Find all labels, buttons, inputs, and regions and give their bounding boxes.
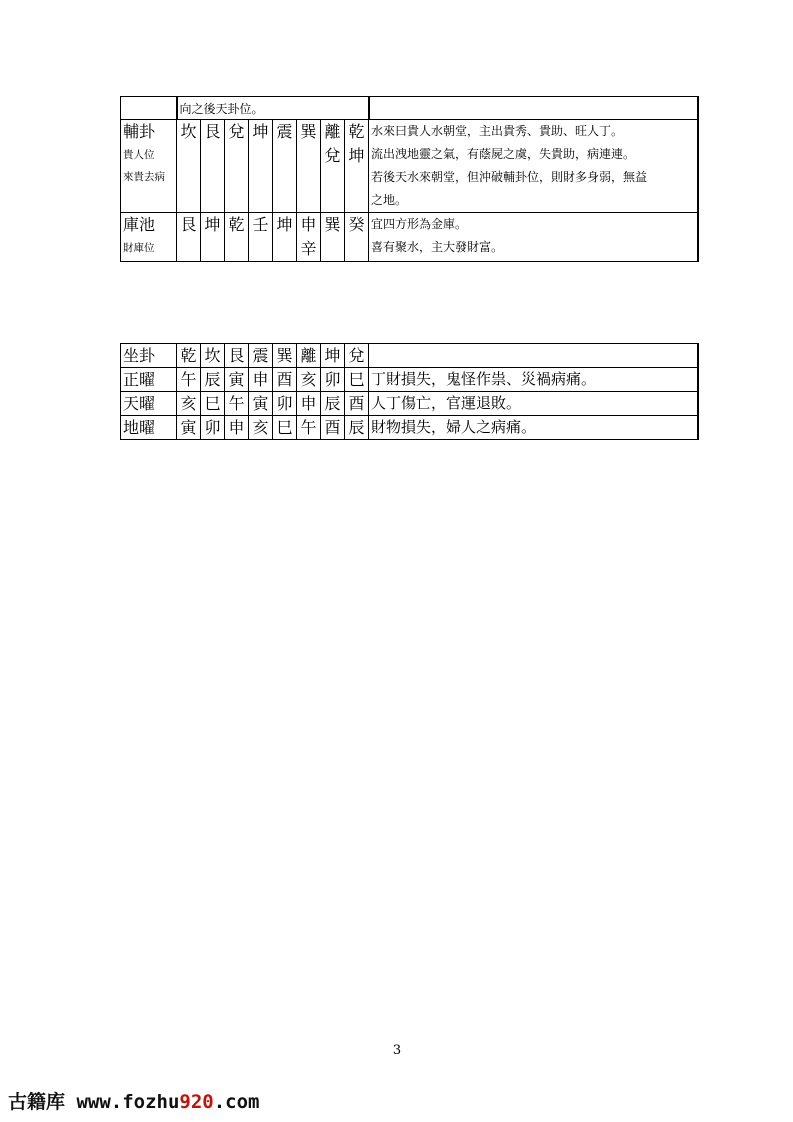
gua-cell: [297, 213, 321, 262]
table-row: [121, 416, 698, 440]
feng-shui-table-2: [120, 343, 699, 440]
gua-character: 申: [300, 215, 317, 234]
gua-character: 兌: [324, 146, 341, 165]
gua-character: 乾: [348, 122, 365, 141]
note-line: 喜有聚水，主大發財富。: [371, 240, 504, 254]
row-label: 地曜: [121, 416, 177, 440]
note-line: 之地。: [371, 193, 408, 207]
table1-corner-cell: [121, 97, 177, 120]
branch-cell: 亥: [297, 368, 321, 392]
page-number: 3: [392, 1043, 402, 1058]
row-label: 正曜: [121, 368, 177, 392]
row-label-main: 輔卦: [123, 122, 156, 141]
gua-character: 巽: [324, 215, 341, 234]
gua-character: 癸: [348, 215, 365, 234]
branch-cell: 亥: [249, 416, 273, 440]
branch-cell: 午: [177, 368, 201, 392]
note-line: 若後天水來朝堂，但沖破輔卦位，則財多身弱，無益: [371, 170, 648, 184]
gua-cell: [273, 120, 297, 213]
header-gua: 坤: [321, 344, 345, 368]
watermark: [8, 1087, 259, 1114]
note-line: 宜四方形為金庫。: [371, 217, 468, 231]
branch-cell: 亥: [177, 392, 201, 416]
gua-character: 兌: [228, 122, 245, 141]
header-gua: 坎: [201, 344, 225, 368]
gua-character: 艮: [204, 122, 221, 141]
branch-cell: 卯: [201, 416, 225, 440]
branch-cell: 酉: [321, 416, 345, 440]
gua-character: 離: [324, 122, 341, 141]
gua-cell: [345, 213, 369, 262]
gua-cell: [177, 120, 201, 213]
direction-text: 向之後天卦位。: [179, 102, 264, 116]
header-gua: 震: [249, 344, 273, 368]
gua-character: 巽: [300, 122, 317, 141]
branch-cell: 巳: [345, 368, 369, 392]
branch-cell: 巳: [273, 416, 297, 440]
header-gua: 離: [297, 344, 321, 368]
header-blank: [369, 344, 698, 368]
branch-cell: 申: [297, 392, 321, 416]
row-description: 財物損失，婦人之病痛。: [369, 416, 698, 440]
branch-cell: 卯: [321, 368, 345, 392]
note-line: 水來曰貴人水朝堂，主出貴秀、貴助、旺人丁。: [371, 124, 624, 138]
branch-cell: 巳: [201, 392, 225, 416]
branch-cell: 寅: [249, 392, 273, 416]
header-gua: 乾: [177, 344, 201, 368]
branch-cell: 午: [225, 392, 249, 416]
gua-cell: [273, 213, 297, 262]
branch-cell: 申: [249, 368, 273, 392]
branch-cell: 午: [297, 416, 321, 440]
gua-cell: [321, 213, 345, 262]
table1-header-blank: [369, 97, 698, 120]
table-header-row: [121, 344, 698, 368]
header-gua: 艮: [225, 344, 249, 368]
watermark-number: 920: [179, 1091, 214, 1113]
table-row: [121, 368, 698, 392]
row-description: 丁財損失，鬼怪作祟、災禍病痛。: [369, 368, 698, 392]
row-description: 人丁傷亡，官運退敗。: [369, 392, 698, 416]
gua-cell: [321, 120, 345, 213]
header-gua: 兌: [345, 344, 369, 368]
row-label-cell: [121, 213, 177, 262]
feng-shui-table-1: [120, 96, 699, 262]
branch-cell: 辰: [345, 416, 369, 440]
row-label-sub: 財庫位: [123, 242, 155, 254]
gua-character: 震: [276, 122, 293, 141]
gua-character: 坤: [252, 122, 269, 141]
gua-cell: [225, 120, 249, 213]
branch-cell: 辰: [321, 392, 345, 416]
gua-character: 艮: [180, 215, 197, 234]
gua-character: 坤: [348, 146, 365, 165]
notes-cell: [369, 213, 698, 262]
gua-cell: [345, 120, 369, 213]
branch-cell: 卯: [273, 392, 297, 416]
row-label: 天曜: [121, 392, 177, 416]
watermark-suffix: .com: [213, 1091, 260, 1113]
notes-cell: [369, 120, 698, 213]
row-label-sub: 貴人位: [123, 149, 155, 161]
gua-character: 壬: [252, 215, 269, 234]
table-row: [121, 120, 698, 213]
gua-cell: [225, 213, 249, 262]
gua-cell: [201, 213, 225, 262]
gua-character: 乾: [228, 215, 245, 234]
branch-cell: 辰: [201, 368, 225, 392]
branch-cell: 酉: [345, 392, 369, 416]
gua-character: 坎: [180, 122, 197, 141]
branch-cell: 申: [225, 416, 249, 440]
gua-cell: [249, 213, 273, 262]
row-label-cell: [121, 120, 177, 213]
gua-character: 坤: [204, 215, 221, 234]
gua-cell: [249, 120, 273, 213]
gua-cell: [177, 213, 201, 262]
row-label-main: 庫池: [123, 215, 156, 234]
watermark-prefix: 古籍库 www.fozhu: [8, 1091, 180, 1113]
gua-character: 坤: [276, 215, 293, 234]
row-label-sub: 來貴去病: [123, 171, 165, 183]
gua-character: 辛: [300, 239, 317, 258]
gua-cell: [297, 120, 321, 213]
header-gua: 巽: [273, 344, 297, 368]
table1-direction-header: [177, 97, 369, 120]
table-row: [121, 213, 698, 262]
branch-cell: 酉: [273, 368, 297, 392]
branch-cell: 寅: [225, 368, 249, 392]
header-label: 坐卦: [121, 344, 177, 368]
table-row: [121, 392, 698, 416]
branch-cell: 寅: [177, 416, 201, 440]
note-line: 流出洩地靈之氣，有蔭屍之虞，失貴助，病連連。: [371, 147, 636, 161]
gua-cell: [201, 120, 225, 213]
